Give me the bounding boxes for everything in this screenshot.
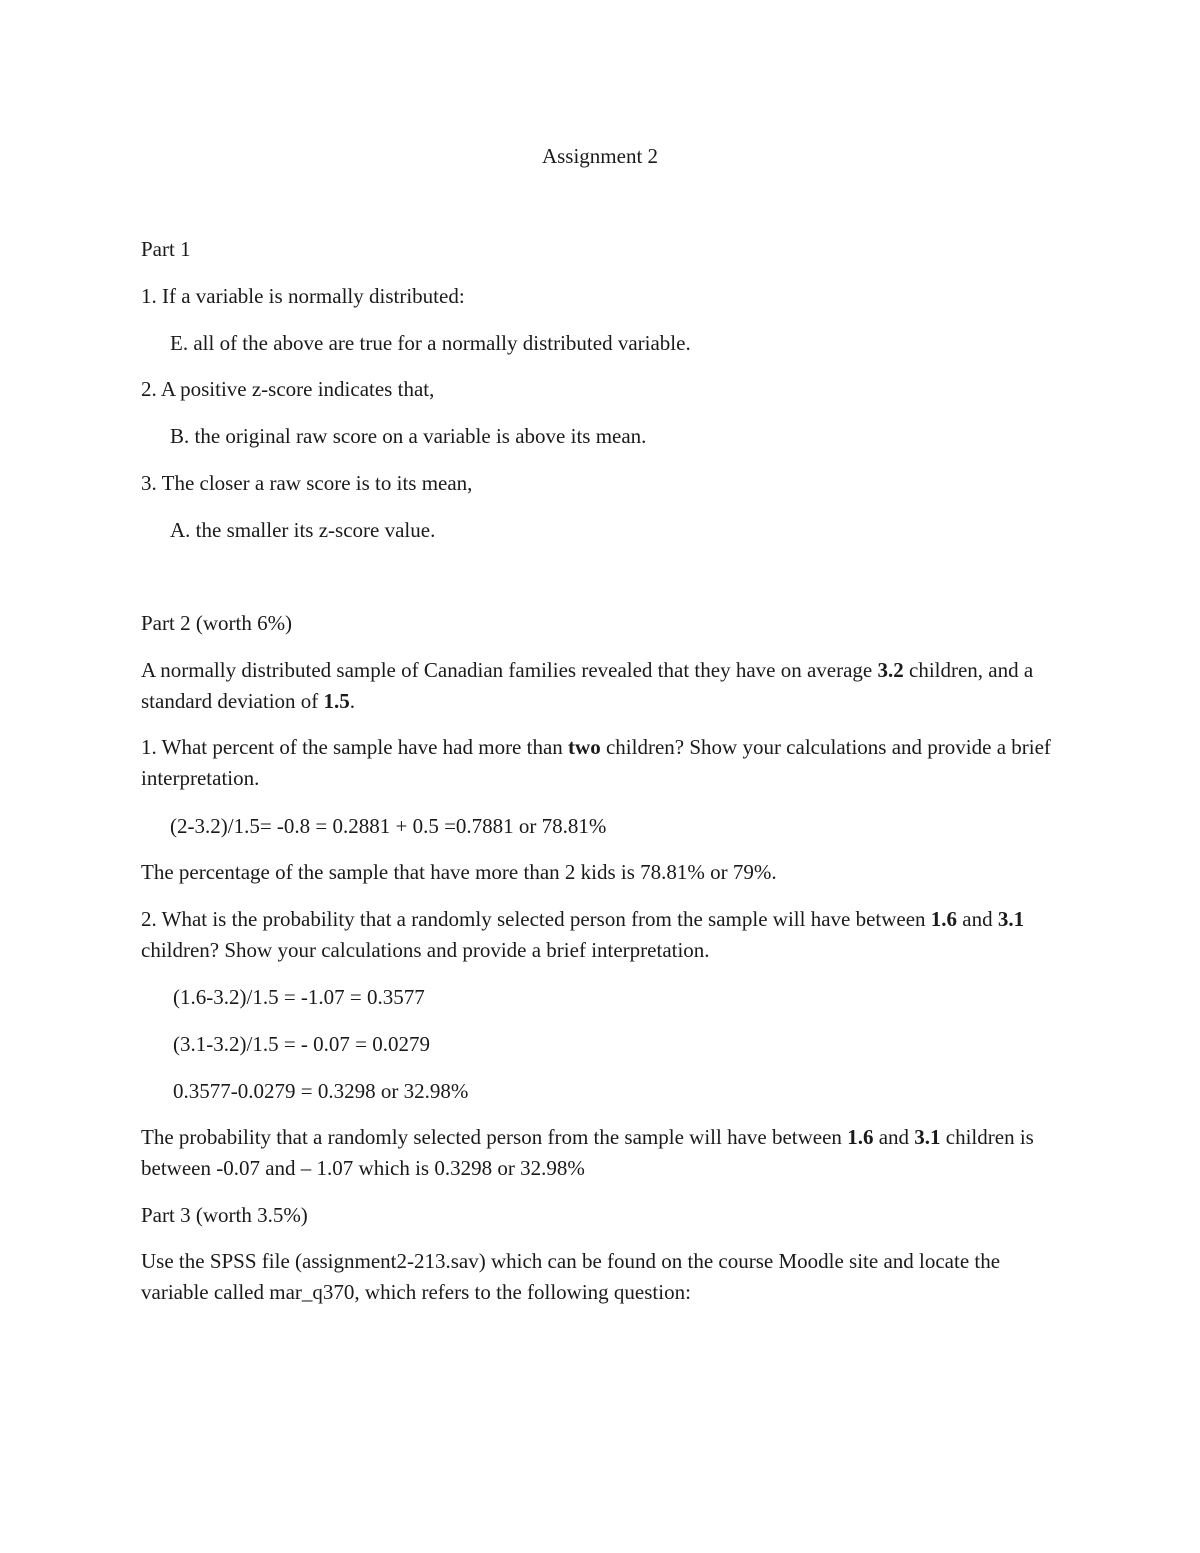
part2-calculation-2a: (1.6-3.2)/1.5 = -1.07 = 0.3577: [173, 985, 425, 1009]
part2-heading: Part 2 (worth 6%): [141, 611, 293, 635]
part2-interpretation-1: The percentage of the sample that have more than 2 kids is 78.81% or 79%.: [141, 860, 777, 884]
part1-heading: Part 1: [141, 237, 191, 261]
part2-question-1: 1. What percent of the sample have had more than two children? Show your calculations and provide a brief interpretation.: [141, 735, 1051, 790]
part1-question-3: 3. The closer a raw score is to its mean,: [141, 471, 473, 495]
part1-answer-1: E. all of the above are true for a normally distributed variable.: [170, 331, 691, 355]
part1-answer-2: B. the original raw score on a variable is above its mean.: [170, 424, 647, 448]
mean-value: 3.2: [877, 658, 904, 682]
part2-question-2: 2. What is the probability that a randomly selected person from the sample will have between 1.6 and 3.1 children? Show your calculations and provide a brief interpretation.: [141, 907, 1025, 962]
part2-calculation-2c: 0.3577-0.0279 = 0.3298 or 32.98%: [173, 1079, 469, 1103]
part2-calculation-2b: (3.1-3.2)/1.5 = - 0.07 = 0.0279: [173, 1032, 430, 1056]
part2-calculation-1: (2-3.2)/1.5= -0.8 = 0.2881 + 0.5 =0.7881 or 78.81%: [170, 814, 607, 838]
part3-heading: Part 3 (worth 3.5%): [141, 1203, 308, 1227]
part2-interpretation-2: The probability that a randomly selected person from the sample will have between 1.6 and 3.1 children is between -0.07 and – 1.07 which is 0.3298 or 32.98%: [141, 1125, 1034, 1180]
part1-question-2: 2. A positive z-score indicates that,: [141, 377, 435, 401]
sd-value: 1.5: [323, 689, 350, 713]
part1-question-1: 1. If a variable is normally distributed:: [141, 284, 465, 308]
part3-text: Use the SPSS file (assignment2-213.sav) which can be found on the course Moodle site and locate the variable called mar_q370, which refers to the following question:: [141, 1249, 1001, 1304]
part2-intro: A normally distributed sample of Canadian families revealed that they have on average 3.2 children, and a standard deviation of 1.5.: [141, 658, 1034, 713]
document-title: Assignment 2: [541, 144, 659, 168]
part1-answer-3: A. the smaller its z-score value.: [170, 518, 436, 542]
